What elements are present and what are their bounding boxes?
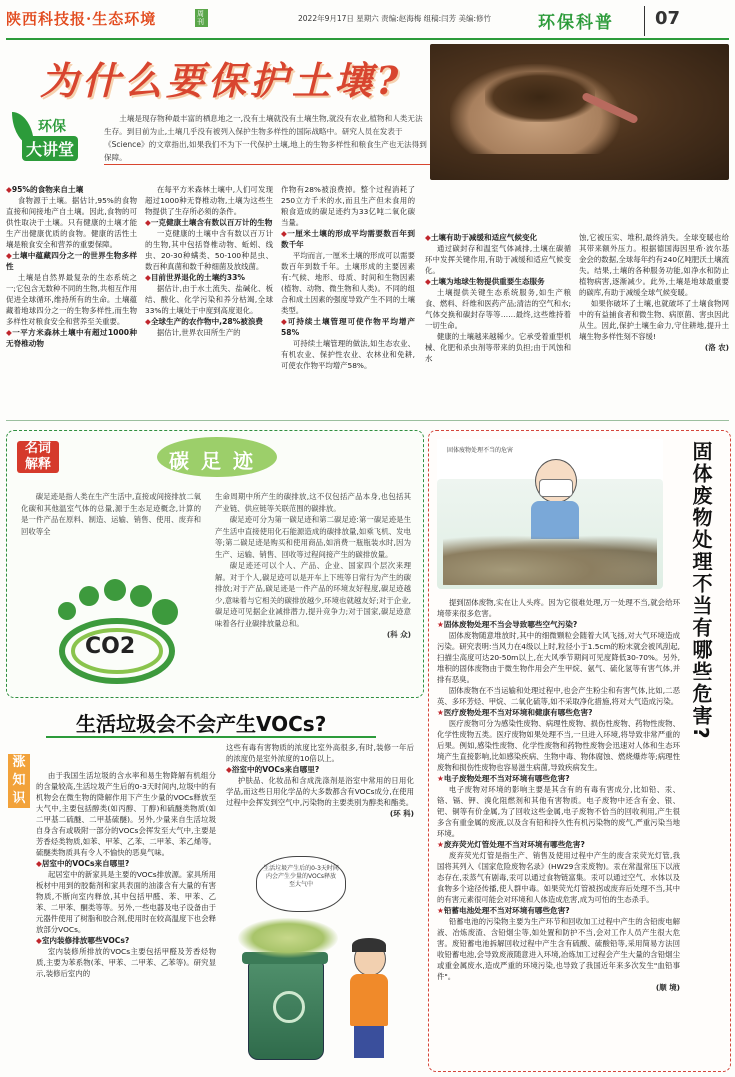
byline: (顺 境) (655, 983, 680, 992)
soil-pile (485, 72, 595, 122)
carbon-paragraph: 生命周期中所产生的碳排放,这不仅包括产品本身,也包括其产业链、供应链等关联范围的碳排放。 (215, 492, 411, 513)
subheading: ◆ 可持续土壤管理可使作物平均增产58% (281, 316, 415, 338)
badge-line1: 环保 (38, 119, 66, 135)
byline: (洛 农) (704, 343, 729, 352)
subheading: ◆ 目前世界退化的土壤约33% (145, 272, 273, 283)
carbon-paragraph: 碳足迹可分为第一碳足迹和第二碳足迹:第一碳足迹是生产生活中直接使用化石能源造成的碳排放量,如乘飞机、发电等;第二碳足迹是购买和使用商品,如消费一瓶瓶装水时,因为生产、运输、销售、回收等过程间接产生的碳排放量。 (215, 515, 411, 559)
masthead-info: 2022年9月17日 星期六 责编:赵海梅 组稿:闫芳 美编:修竹 (298, 14, 492, 23)
vocs-title: 生活垃圾会不会产生VOCs? (76, 712, 327, 736)
subheading: ◆ 土壤有助于减缓和适应气候变化 (425, 232, 571, 243)
vocs-column-2 (226, 742, 414, 852)
solid-subheading: ★ 固体废物处理不当会导致哪些空气污染? (437, 619, 680, 630)
paragraph: 可持续土壤管理的做法,如生态农业、有机农业、保护性农业、农林业和免耕,可使农作物平均增产58%。 (281, 339, 415, 370)
paragraph: 土壤是自然界最复杂的生态系统之一;它包含无数种不同的生物,共相互作用促进全球循环,维持所有的生命。土壤蕴藏着地球四分之一的生物多样性,而生物多样性对粮食安全和营养至关重要。 (6, 273, 137, 326)
trash-can (248, 962, 324, 1060)
badge-line2: 大讲堂 (22, 136, 78, 161)
carbon-title (157, 437, 277, 477)
subheading: ◆ 一厘米土壤的形成平均需要数百年到数千年 (281, 228, 415, 250)
co2-label: CO2 (85, 634, 136, 659)
carbon-left-text (21, 491, 201, 537)
top-column-3 (281, 184, 415, 414)
byline: (环 科) (389, 809, 414, 818)
term-tag (17, 441, 59, 473)
paragraph: 据估计,世界农田所生产的 (156, 328, 241, 337)
carbon-left-paragraph: 碳足迹是指人类在生产生活中,直接或间接排放二氧化碳和其他温室气体的总量,源于生态足迹概念,计算的是一件产品在原料、制造、运输、销售、使用、废弃和回收等全 (21, 492, 201, 536)
solid-waste-cartoon (437, 439, 663, 589)
garbage-cartoon (220, 852, 416, 1067)
paper-name: 陕西科技报·生态环境 (6, 10, 157, 28)
solid-subheading: ★ 废弃荧光灯管处理不当对环境有哪些危害? (437, 839, 680, 850)
page-number: 07 (655, 8, 681, 29)
carbon-right-text (215, 491, 411, 641)
footprint-icon (37, 566, 187, 691)
subheading: ◆ 浴室中的VOCs来自哪里? (226, 764, 414, 775)
knowledge-tag-line1: 涨 (12, 755, 26, 770)
lead-paragraph (104, 112, 430, 165)
subheading: ◆ 土壤为地球生物提供重要生态服务 (425, 276, 571, 287)
fumes (238, 918, 338, 958)
person-hair (352, 938, 386, 952)
subheading: ◆ 居室中的VOCs来自哪里? (36, 858, 216, 869)
solid-paragraph: 废弃荧光灯管是指生产、销售及使用过程中产生的废含汞荧光灯管,我国将其列入《国家危险废物名录》(HW29含汞废物)。汞在常温常压下以液态存在,汞蒸气有剧毒,汞可以通过食物链富集。汞可以通过空气、水体以及食物多个途径传播,使人群中毒。如果荧光灯管被拐或废弃后处理不当,其中的有害元素很可能会对环境和人体造成危害,成为可怕的生态杀手。 (437, 851, 680, 904)
paragraph: 蚀,它被压实、堆积,最终消失。全球变暖也给其带来额外压力。根据德国海因里希·波尔基金会的数据,全球每年约有240亿吨肥沃土壤流失。结果,土壤的各种服务功能,如净水和防止植物病害,逐渐减少。此外,土壤是地球最重要的碳库,有助于减缓全球气候变暖。 (579, 233, 729, 297)
masthead-divider-vertical (644, 6, 645, 36)
paragraph: 食物源于土壤。据估计,95%的食物直接和间接地产自土壤。因此,食物的可供性取决于土壤。只有健康的土壤才能生产出健康优质的食物。健康的活性土壤是粮食安全和营养的重要保障。 (6, 196, 137, 249)
carbon-title-text: 碳足迹 (169, 449, 265, 473)
paragraph: 由于我国生活垃圾的含水率和易生物降解有机组分的含量较高,生活垃圾产生后的0-3天时间内,垃圾中的有机物会在微生物的降解作用下产生少量的VOCs释放至大气中,主要包括醇类(如丙醇、丁醇)和硫醚类物质(如二甲基二硫醚、二甲基硫醚)。另外,少量来自生活垃圾自身含有或吸附一部分的VOCs会挥发至大气中,主要是芳香烃类物质,如苯、甲苯、乙苯、二甲苯、苯乙烯等。硫醚类物质具有令人不愉快的恶臭气味。 (36, 771, 216, 857)
subheading: ◆ 土壤中蕴藏四分之一的世界生物多样性 (6, 250, 137, 272)
paragraph: 室内装修所排放的VOCs主要包括甲醛及芳香烃物质,主要为苯系物(苯、甲苯、二甲苯、乙苯等)。研究显示,装修后室内的 (36, 947, 216, 978)
knowledge-tag-line3: 识 (12, 791, 26, 806)
solid-intro: 提到固体废物,实在让人头疼。因为它很难处理,万一处理不当,就会给环境带来很多危害。 (437, 598, 680, 618)
paper-name-tag: 周刊 (195, 9, 208, 27)
solid-subheading: ★ 铅蓄电池处理不当对环境有哪些危害? (437, 905, 680, 916)
subheading: ◆ 一平方米森林土壤中有超过1000种无脊椎动物 (6, 327, 137, 349)
paragraph: 通过碳封存和温室气体减排,土壤在碳循环中发挥关键作用,有助于减缓和适应气候变化。 (425, 244, 571, 275)
vocs-column-1 (36, 770, 216, 1070)
term-tag-line2: 解释 (24, 457, 51, 472)
recycle-icon (273, 991, 305, 1023)
paragraph: 如果你破坏了土壤,也就破坏了土壤食物网中的有益捕食者和微生物、病原菌、害虫因此从生。因此,保护土壤生命力,守住耕地,提升土壤生物多样性刻不容缓! (579, 299, 729, 341)
subheading: ◆ 95%的食物来自土壤 (6, 184, 137, 195)
solid-paragraph: 电子废物对环境的影响主要是其含有的有毒有害成分,比如铅、汞、铬、镉、钾、溴化阻燃剂和其他有害物质。电子废物中还含有金、银、钯、铜等有价金属,为了回收这些金属,电子废物不恰当的回收利用,产生很多含有重金属的废液,以及含有铅和持久性有机污染物的废气,严重污染当地环境。 (437, 785, 680, 838)
carbon-footprint-box (6, 430, 424, 698)
solid-paragraph: 铅蓄电池的污染物主要为生产环节和回收加工过程中产生的含铅废电解液、冶炼废渣、含铅烟尘等,如处置和防护不当,会对工作人员产生很大危害。废铅蓄电池拆解回收过程中产生含有硫酸、硫酸铅等,采用简易方法回收铅蓄电池,会导致废液随意进入环境,冶炼加工过程会产生大量的含铅烟尘或重金属废水,造成严重的环境污染,也导致了我国近年来多次发生"血铅事件"。 (437, 917, 680, 981)
paragraph: 平均而言,一厘米土壤的形成可以需要数百年到数千年。土壤形成的主要因素有:气候、地形、母质、时间和生物因素(植物、动物、微生物和人类)。不同的组合和成土因素的强度导致产生不同的土壤类型。 (281, 251, 415, 315)
term-tag-line1: 名词 (24, 441, 51, 456)
knowledge-tag (8, 754, 30, 808)
top-column-1 (6, 184, 137, 414)
subheading: ◆ 全球生产的农作物中,28%被浪费 (145, 316, 273, 327)
paragraph: 作物有28%被浪费掉。整个过程消耗了250立方千米的水,而且生产但未食用的粮食造成的碳足迹约为33亿吨二氧化碳当量。 (281, 185, 415, 227)
paragraph: 起居室中的新家具是主要的VOCs排放源。家具所用板材中用到的胶黏剂和家具表面的油漆含有大量的有害物质,不断向室内释放,其中包括甲醛、苯、甲苯、乙苯、二甲苯、酮类等等。另外,一些电器及电子设备由于元器件使用了树脂和胶合剂,使用时在较高温度下也会释放部分VOCs。 (36, 870, 216, 934)
cartoon-caption: 固体废物处理不当的危害 (447, 447, 514, 454)
person-legs (354, 1026, 384, 1058)
top-column-5 (579, 232, 729, 414)
solid-paragraph: 固体废物随意堆放时,其中的细微颗粒会随着大风飞扬,对大气环境造成污染。研究表明:当风力在4级以上时,粒径小于1.5cm的粉末就会被风刮起,扫描尘高度可达20-50m以上,在大风季节期间可见度降低30-70%。另外,堆积的固体废物由于微生物作用会产生甲烷、氨气、硫化氢等有害气体,并排有恶臭。 (437, 631, 680, 684)
top-column-4 (425, 232, 571, 414)
person-body (350, 974, 388, 1026)
masked-person-body (531, 501, 579, 539)
solid-paragraph: 医疗废物可分为感染性废物、病理性废物、损伤性废物、药物性废物、化学性废物五类。医疗废物如果处理不当,一旦进入环境,将导致非常严重的后果。例如,感染性废物、化学性废物和药物性废物会迅速对人体和生态环境产生直接影响,比如感染疾病、生物中毒、物体腐蚀、燃烧爆炸等;病理性废物和损伤性废物也容易滋生病菌,导致疾病发生。 (437, 719, 680, 772)
section-name: 环保科普 (538, 13, 614, 33)
subheading: ◆ 一克健康土壤含有数以百万计的生物 (145, 217, 273, 228)
solid-waste-title: 固体废物处理不当有哪些危害? (689, 441, 713, 741)
speech-bubble (256, 856, 346, 912)
eco-lecture-badge (12, 112, 92, 168)
section-divider (6, 420, 729, 421)
knowledge-tag-line2: 知 (12, 773, 26, 788)
paragraph: 土壤提供关键生态系统服务,如生产粮食、燃料、纤维和医药产品;清洁的空气和水;气体交换和碳封存等等……最终,这些维持着一切生命。 (425, 288, 571, 330)
face-mask (539, 479, 573, 497)
solid-waste-box (428, 430, 731, 1072)
byline: (科 众) (386, 630, 411, 639)
carbon-paragraph: 碳足迹还可以个人、产品、企业、国家四个层次来理解。对于个人,碳足迹可以是开车上下班等日常行为产生的碳排放;对于产品,碳足迹是一件产品的环境友好程度,碳足迹越少,意味着与它相关的碳排放越少,环境也就越友好;对于企业,碳足迹可见据企业减排潜力,提升竞争力;对于国家,碳足迹意味着各行业碳排放量总和。 (215, 561, 411, 628)
paragraph: 在每平方米森林土壤中,人们可发现超过1000种无脊椎动物,土壤为这些生物提供了生存所必须的条件。 (145, 185, 273, 216)
subheading: ◆ 室内装修排放哪些VOCs? (36, 935, 216, 946)
person-figure (340, 942, 400, 1062)
vocs-section (6, 702, 422, 1070)
solid-paragraph: 固体废物在不当运输和处理过程中,也会产生粉尘和有害气体,比如,二恶英、多环芳烃、甲烷、二氧化硫等,如不采取净化措施,将对大气造成污染。 (437, 686, 680, 706)
paragraph: 一克健康的土壤中含有数以百万计的生物,其中包括脊椎动物、蚯蚓、线虫、20-30种螨类、50-100种昆虫、数百种真菌和数千种细菌及放线菌。 (145, 229, 273, 271)
masked-person (527, 459, 583, 539)
solid-waste-body (437, 597, 680, 1065)
vocs-title-underline (46, 736, 376, 738)
paragraph: 健康的土壤越来越稀少。它承受着重型机械、化肥和杀虫剂等带来的负担;由于风蚀和水 (425, 332, 571, 363)
lead-text: 土壤是现存物种最丰富的栖息地之一,没有土壤就没有土壤生物,就没有农业,植物和人类无法生存。到目前为止,土壤几乎没有被列入保护生物多样性的国际战略中。研究人员在发表于《Science》的文章指出,如果我们不为下一代保护土壤,地上的生物多样性和粮食生产也无法得到保障。 (104, 114, 427, 162)
top-column-2 (145, 184, 273, 414)
paragraph: 这些有毒有害物质的浓度比室外高很多,有时,装修一年后的浓度仍是室外浓度的10倍以上。 (226, 743, 414, 763)
paragraph: 据估计,由于水土流失、盐碱化、板结、酸化、化学污染和养分枯竭,全球33%的土壤处于中度到高度退化。 (145, 284, 273, 315)
solid-subheading: ★ 电子废物处理不当对环境有哪些危害? (437, 773, 680, 784)
solid-subheading: ★ 医疗废物处理不当对环境和健康有哪些危害? (437, 707, 680, 718)
top-article-title: 为什么要保护土壤? (40, 58, 403, 103)
speech-bubble-text: 生活垃圾产生后的0-3天时间内会产生少量的VOCs释放至大气中 (263, 865, 339, 888)
masthead (0, 0, 735, 44)
soil-hands-photo (430, 44, 729, 180)
paragraph: 护肤品、化妆品和含成洗涤剂是浴室中常用的日用化学品,而这些日用化学品的大多数都含有VOCs成分,在使用过程中会挥发到空气中,污染物的主要类别为醇类和酯类。 (226, 776, 414, 807)
waste-pile (443, 535, 657, 585)
masthead-rule (6, 38, 729, 40)
